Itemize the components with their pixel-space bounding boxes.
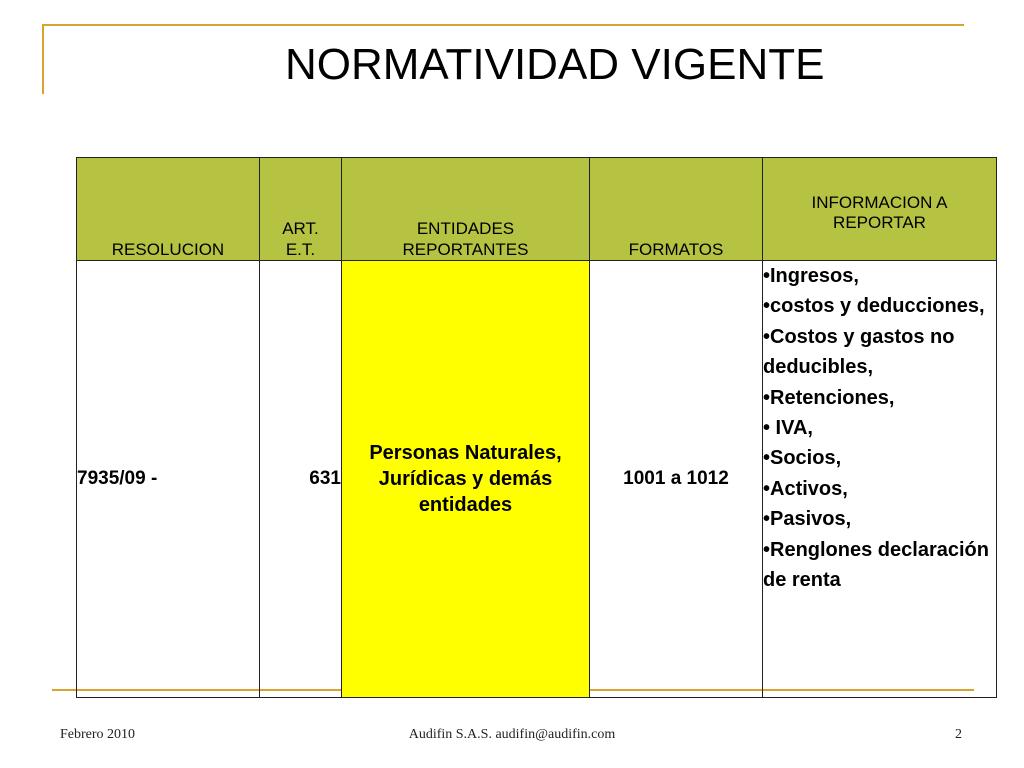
header-formatos-label: FORMATOS	[628, 239, 724, 259]
table-row	[77, 261, 997, 698]
header-art-line1: ART.	[282, 219, 319, 239]
list-item: •Socios,	[763, 447, 842, 470]
header-art-et	[260, 158, 342, 261]
header-entidades-line1: ENTIDADES	[416, 219, 515, 239]
cell-formatos: 1001 a 1012	[590, 261, 763, 698]
footer-page-number: 2	[955, 727, 962, 742]
list-item: •Retenciones,	[763, 386, 895, 409]
header-formatos	[590, 158, 763, 261]
header-art-line2: E.T.	[285, 239, 316, 259]
list-item: •Pasivos,	[763, 508, 852, 531]
normatividad-table	[76, 157, 997, 698]
cell-informacion	[763, 261, 997, 698]
list-item: •Activos,	[763, 477, 848, 500]
header-resolucion	[77, 158, 260, 261]
top-gold-rule	[42, 24, 964, 26]
header-resolucion-label: RESOLUCION	[111, 239, 225, 259]
list-item: •Ingresos,	[763, 265, 859, 287]
list-item: •Renglones declaración de renta	[763, 538, 989, 591]
header-entidades-line2: REPORTANTES	[402, 239, 529, 259]
cell-art: 631	[260, 261, 342, 698]
cell-entidades: Personas Naturales, Jurídicas y demás entidades	[342, 261, 590, 698]
footer-company: Audifin S.A.S. audifin@audifin.com	[408, 727, 616, 742]
slide-title: NORMATIVIDAD VIGENTE	[285, 40, 825, 89]
header-informacion-line1: INFORMACION A	[811, 192, 948, 212]
left-gold-rule	[42, 24, 44, 94]
informacion-list	[763, 261, 996, 595]
header-informacion	[763, 158, 997, 261]
table-header-row	[77, 158, 997, 261]
list-item: •Costos y gastos no deducibles,	[763, 325, 955, 379]
footer-date: Febrero 2010	[60, 727, 136, 742]
list-item: •costos y deducciones,	[763, 295, 985, 318]
header-entidades	[342, 158, 590, 261]
list-item: • IVA,	[763, 416, 813, 439]
cell-resolucion: 7935/09 -	[77, 261, 260, 698]
header-informacion-line2: REPORTAR	[833, 213, 926, 232]
